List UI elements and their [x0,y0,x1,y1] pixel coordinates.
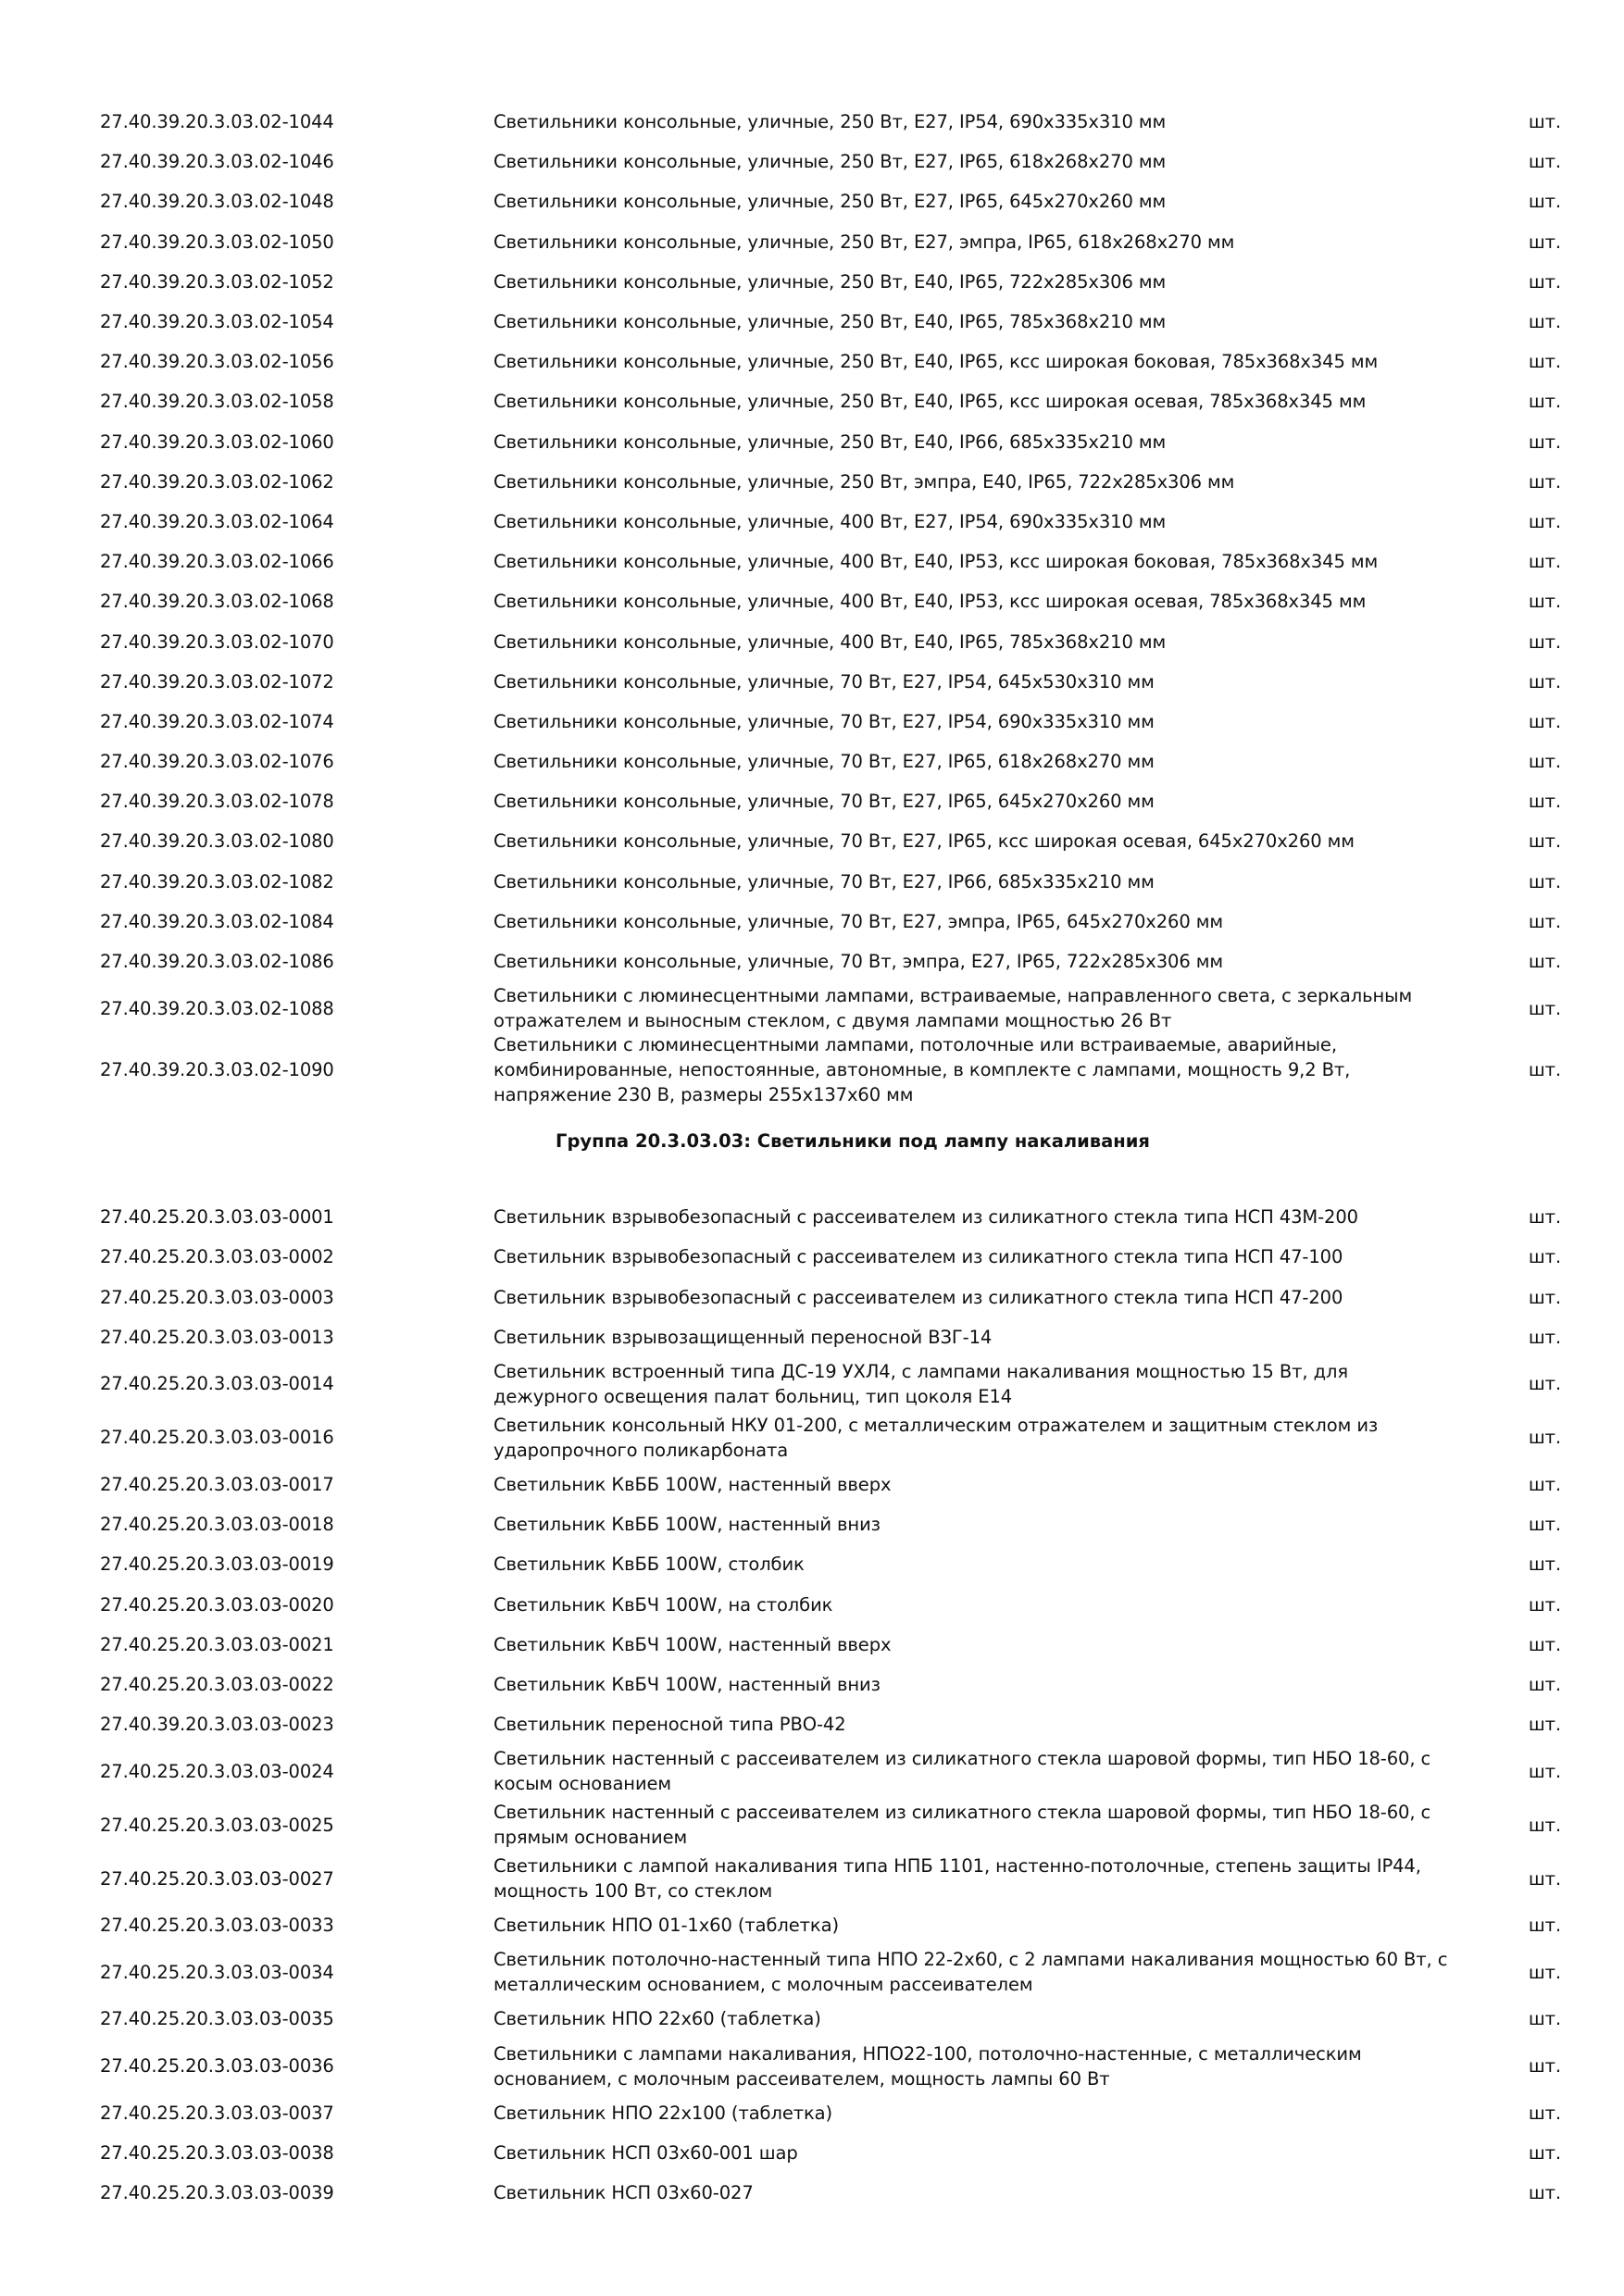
item-code: 27.40.39.20.3.03.02-1088 [100,997,334,1019]
table-row [100,381,1568,421]
item-unit: шт. [1528,231,1561,253]
table-row [100,342,1568,381]
item-name: Светильники консольные, уличные, 70 Вт, Е27, эмпра, IP65, 645х270х260 мм [493,910,1223,932]
item-code: 27.40.39.20.3.03.02-1056 [100,351,334,373]
table-row [100,1317,1568,1357]
item-unit: шт. [1528,1915,1561,1937]
item-name: Светильник КвББ 100W, настенный вверх [493,1473,892,1495]
item-name: Светильник КвББ 100W, настенный вниз [493,1514,881,1536]
item-unit: шт. [1528,151,1561,173]
table-row [100,1905,1568,1945]
table-row [100,302,1568,342]
item-name: Светильники консольные, уличные, 250 Вт, Е27, эмпра, IP65, 618х268х270 мм [493,231,1235,253]
item-unit: шт. [1528,830,1561,853]
item-unit: шт. [1528,1867,1561,1890]
item-name: Светильники консольные, уличные, 250 Вт, Е40, IP66, 685х335х210 мм [493,430,1167,453]
table-row [100,1852,1568,1905]
item-code: 27.40.39.20.3.03.02-1086 [100,951,334,973]
item-unit: шт. [1528,1633,1561,1655]
item-name: Светильник взрывобезопасный с рассеивателем из силикатного стекла типа НСП 43М-200 [493,1206,1358,1229]
table-row [100,902,1568,942]
item-unit: шт. [1528,1473,1561,1495]
table-row [100,742,1568,781]
table-row [100,222,1568,262]
table-row [100,1197,1568,1237]
item-name: Светильник взрывозащищенный переносной ВЗГ-14 [493,1326,993,1348]
table-row [100,942,1568,981]
table-row [100,1237,1568,1277]
item-unit: шт. [1528,751,1561,773]
table-row [100,581,1568,621]
item-code: 27.40.39.20.3.03.02-1090 [100,1059,334,1081]
table-row [100,981,1568,1035]
item-code: 27.40.25.20.3.03.03-0038 [100,2141,334,2164]
item-unit: шт. [1528,1246,1561,1268]
item-name: Светильник КвБЧ 100W, настенный вниз [493,1673,881,1695]
item-name: Светильники консольные, уличные, 250 Вт, Е40, IP65, 722х285х306 мм [493,270,1167,293]
item-unit: шт. [1528,311,1561,333]
item-unit: шт. [1528,1673,1561,1695]
item-unit: шт. [1528,1514,1561,1536]
table-row [100,662,1568,702]
item-code: 27.40.25.20.3.03.03-0035 [100,2008,334,2030]
item-unit: шт. [1528,1714,1561,1736]
item-code: 27.40.39.20.3.03.02-1084 [100,910,334,932]
item-unit: шт. [1528,1326,1561,1348]
item-unit: шт. [1528,710,1561,732]
item-name: Светильники с лампой накаливания типа НПБ 1101, настенно-потолочные, степень защиты IP44, мощность 100 Вт, со стеклом [493,1855,1421,1903]
table-row [100,262,1568,302]
item-code: 27.40.25.20.3.03.03-0014 [100,1373,334,1395]
item-name: Светильники консольные, уличные, 400 Вт, Е27, IP54, 690х335х310 мм [493,510,1167,532]
item-unit: шт. [1528,1961,1561,1983]
item-name: Светильник КвББ 100W, столбик [493,1554,805,1576]
item-name: Светильники консольные, уличные, 70 Вт, Е27, IP65, 645х270х260 мм [493,791,1155,813]
table-row [100,1357,1568,1411]
item-name: Светильники с лампами накаливания, НПО22-100, потолочно-настенные, с металлическим основанием, с молочным рассеивателем, мощность лампы 60 Вт [493,2042,1362,2090]
item-unit: шт. [1528,591,1561,613]
table-row [100,1744,1568,1798]
item-name: Светильник взрывобезопасный с рассеивателем из силикатного стекла типа НСП 47-200 [493,1286,1343,1308]
item-code: 27.40.25.20.3.03.03-0039 [100,2182,334,2204]
item-code: 27.40.25.20.3.03.03-0022 [100,1673,334,1695]
item-name: Светильники консольные, уличные, 250 Вт, эмпра, Е40, IP65, 722х285х306 мм [493,470,1235,493]
item-name: Светильник КвБЧ 100W, настенный вверх [493,1633,892,1655]
item-name: Светильники консольные, уличные, 250 Вт, Е40, IP65, 785х368х210 мм [493,311,1167,333]
item-unit: шт. [1528,1760,1561,1782]
table-row [100,1544,1568,1584]
item-code: 27.40.25.20.3.03.03-0027 [100,1867,334,1890]
item-code: 27.40.39.20.3.03.02-1052 [100,270,334,293]
item-name: Светильники консольные, уличные, 70 Вт, Е27, IP65, ксс широкая осевая, 645х270х260 мм [493,830,1355,853]
table-row [100,1665,1568,1704]
item-unit: шт. [1528,111,1561,133]
item-name: Светильники консольные, уличные, 250 Вт, Е27, IP65, 645х270х260 мм [493,191,1167,213]
table-row [100,1945,1568,1999]
table-row [100,102,1568,142]
table-row [100,2133,1568,2173]
table-row [100,1704,1568,1744]
table-row [100,862,1568,902]
item-unit: шт. [1528,551,1561,573]
item-name: Светильник НСП 03х60-027 [493,2182,754,2204]
item-name: Светильники консольные, уличные, 70 Вт, Е27, IP65, 618х268х270 мм [493,751,1155,773]
item-code: 27.40.39.20.3.03.02-1050 [100,231,334,253]
item-unit: шт. [1528,1286,1561,1308]
item-code: 27.40.39.20.3.03.02-1080 [100,830,334,853]
item-code: 27.40.25.20.3.03.03-0021 [100,1633,334,1655]
group-heading [100,1104,1568,1197]
item-code: 27.40.39.20.3.03.02-1076 [100,751,334,773]
item-code: 27.40.39.20.3.03.02-1058 [100,391,334,413]
item-unit: шт. [1528,870,1561,892]
item-name: Светильники консольные, уличные, 250 Вт, Е40, IP65, ксс широкая боковая, 785х368х345 мм [493,351,1379,373]
table-row [100,462,1568,502]
item-code: 27.40.39.20.3.03.02-1074 [100,710,334,732]
item-code: 27.40.25.20.3.03.03-0025 [100,1814,334,1836]
item-unit: шт. [1528,1427,1561,1449]
item-code: 27.40.39.20.3.03.02-1066 [100,551,334,573]
item-name: Светильник встроенный типа ДС-19 УХЛ4, с лампами накаливания мощностью 15 Вт, для дежурного освещения палат больниц, тип цоколя Е14 [493,1360,1348,1407]
item-unit: шт. [1528,791,1561,813]
table-row [100,702,1568,742]
table-row [100,1411,1568,1465]
item-code: 27.40.39.20.3.03.02-1068 [100,591,334,613]
item-code: 27.40.39.20.3.03.02-1082 [100,870,334,892]
table-row [100,502,1568,542]
item-unit: шт. [1528,2141,1561,2164]
item-name: Светильник КвБЧ 100W, на столбик [493,1593,833,1616]
item-code: 27.40.39.20.3.03.02-1060 [100,430,334,453]
item-code: 27.40.39.20.3.03.02-1062 [100,470,334,493]
item-unit: шт. [1528,951,1561,973]
table-row [100,1278,1568,1317]
item-code: 27.40.25.20.3.03.03-0003 [100,1286,334,1308]
item-name: Светильники консольные, уличные, 250 Вт, Е27, IP65, 618х268х270 мм [493,151,1167,173]
item-code: 27.40.25.20.3.03.03-0018 [100,1514,334,1536]
item-unit: шт. [1528,510,1561,532]
table-row [100,621,1568,661]
item-name: Светильники консольные, уличные, 250 Вт, Е40, IP65, ксс широкая осевая, 785х368х345 мм [493,391,1367,413]
item-code: 27.40.39.20.3.03.02-1046 [100,151,334,173]
item-name: Светильники консольные, уличные, 400 Вт, Е40, IP53, ксс широкая боковая, 785х368х345 мм [493,551,1379,573]
table-row [100,1035,1568,1104]
item-code: 27.40.25.20.3.03.03-0017 [100,1473,334,1495]
item-code: 27.40.25.20.3.03.03-0001 [100,1206,334,1229]
item-code: 27.40.39.20.3.03.02-1064 [100,510,334,532]
item-name: Светильник НПО 01-1х60 (таблетка) [493,1915,839,1937]
item-code: 27.40.39.20.3.03.02-1078 [100,791,334,813]
table-row [100,2040,1568,2093]
item-name: Светильники консольные, уличные, 70 Вт, эмпра, Е27, IP65, 722х285х306 мм [493,951,1223,973]
table-row [100,1465,1568,1504]
table-row [100,1798,1568,1852]
item-code: 27.40.25.20.3.03.03-0016 [100,1427,334,1449]
item-name: Светильник потолочно-настенный типа НПО 22-2х60, с 2 лампами накаливания мощностью 60 Вт, с металлическим основанием, с молочным рассеивателем [493,1949,1448,1996]
item-code: 27.40.39.20.3.03.02-1070 [100,630,334,653]
item-unit: шт. [1528,351,1561,373]
price-table [100,102,1568,2213]
item-unit: шт. [1528,2102,1561,2124]
item-name: Светильники с люминесцентными лампами, встраиваемые, направленного света, с зеркальным отражателем и выносным стеклом, с двумя лампами мощностью 26 Вт [493,985,1413,1032]
item-code: 27.40.25.20.3.03.03-0024 [100,1760,334,1782]
item-unit: шт. [1528,2182,1561,2204]
item-code: 27.40.39.20.3.03.03-0023 [100,1714,334,1736]
item-name: Светильник переносной типа РВО-42 [493,1714,846,1736]
table-row [100,2173,1568,2213]
item-code: 27.40.25.20.3.03.03-0002 [100,1246,334,1268]
item-unit: шт. [1528,997,1561,1019]
item-name: Светильник НПО 22х60 (таблетка) [493,2008,821,2030]
item-code: 27.40.25.20.3.03.03-0033 [100,1915,334,1937]
item-unit: шт. [1528,2055,1561,2078]
item-code: 27.40.25.20.3.03.03-0034 [100,1961,334,1983]
item-name: Светильники консольные, уличные, 250 Вт, Е27, IP54, 690х335х310 мм [493,111,1167,133]
table-row [100,1584,1568,1624]
item-name: Светильник НПО 22х100 (таблетка) [493,2102,833,2124]
table-row [100,1504,1568,1544]
item-unit: шт. [1528,1814,1561,1836]
item-code: 27.40.39.20.3.03.02-1072 [100,670,334,693]
item-unit: шт. [1528,1554,1561,1576]
item-name: Светильник консольный НКУ 01-200, с металлическим отражателем и защитным стеклом из ударопрочного поликарбоната [493,1414,1379,1461]
item-name: Светильники консольные, уличные, 70 Вт, Е27, IP54, 690х335х310 мм [493,710,1155,732]
table-row [100,2093,1568,2133]
item-code: 27.40.25.20.3.03.03-0037 [100,2102,334,2124]
item-unit: шт. [1528,470,1561,493]
item-unit: шт. [1528,2008,1561,2030]
item-code: 27.40.39.20.3.03.02-1044 [100,111,334,133]
item-code: 27.40.39.20.3.03.02-1048 [100,191,334,213]
table-row [100,821,1568,861]
item-code: 27.40.25.20.3.03.03-0020 [100,1593,334,1616]
item-unit: шт. [1528,630,1561,653]
item-unit: шт. [1528,391,1561,413]
group-title: Группа 20.3.03.03: Светильники под лампу накаливания [556,1129,1150,1152]
item-name: Светильник настенный с рассеивателем из силикатного стекла шаровой формы, тип НБО 18-60, с косым основанием [493,1748,1431,1795]
item-code: 27.40.25.20.3.03.03-0036 [100,2055,334,2078]
item-name: Светильник настенный с рассеивателем из силикатного стекла шаровой формы, тип НБО 18-60, с прямым основанием [493,1802,1431,1849]
table-row [100,181,1568,221]
item-name: Светильники консольные, уличные, 400 Вт, Е40, IP53, ксс широкая осевая, 785х368х345 мм [493,591,1367,613]
table-row [100,422,1568,462]
item-name: Светильники с люминесцентными лампами, потолочные или встраиваемые, аварийные, комбинированные, непостоянные, автономные, в комплекте с лампами, мощность 9,2 Вт, напряжение 230 В, размеры 255х137х60 мм [493,1034,1351,1106]
item-unit: шт. [1528,270,1561,293]
item-unit: шт. [1528,910,1561,932]
table-row [100,542,1568,581]
table-row [100,1999,1568,2039]
item-name: Светильники консольные, уличные, 400 Вт, Е40, IP65, 785х368х210 мм [493,630,1167,653]
table-row [100,142,1568,181]
item-unit: шт. [1528,1059,1561,1081]
item-name: Светильники консольные, уличные, 70 Вт, Е27, IP54, 645х530х310 мм [493,670,1155,693]
item-name: Светильники консольные, уличные, 70 Вт, Е27, IP66, 685х335х210 мм [493,870,1155,892]
table-row [100,1625,1568,1665]
item-unit: шт. [1528,1593,1561,1616]
item-name: Светильник взрывобезопасный с рассеивателем из силикатного стекла типа НСП 47-100 [493,1246,1343,1268]
table-row [100,781,1568,821]
item-code: 27.40.39.20.3.03.02-1054 [100,311,334,333]
item-unit: шт. [1528,1206,1561,1229]
item-unit: шт. [1528,191,1561,213]
item-code: 27.40.25.20.3.03.03-0019 [100,1554,334,1576]
item-unit: шт. [1528,670,1561,693]
item-name: Светильник НСП 03х60-001 шар [493,2141,798,2164]
item-unit: шт. [1528,1373,1561,1395]
item-code: 27.40.25.20.3.03.03-0013 [100,1326,334,1348]
item-unit: шт. [1528,430,1561,453]
